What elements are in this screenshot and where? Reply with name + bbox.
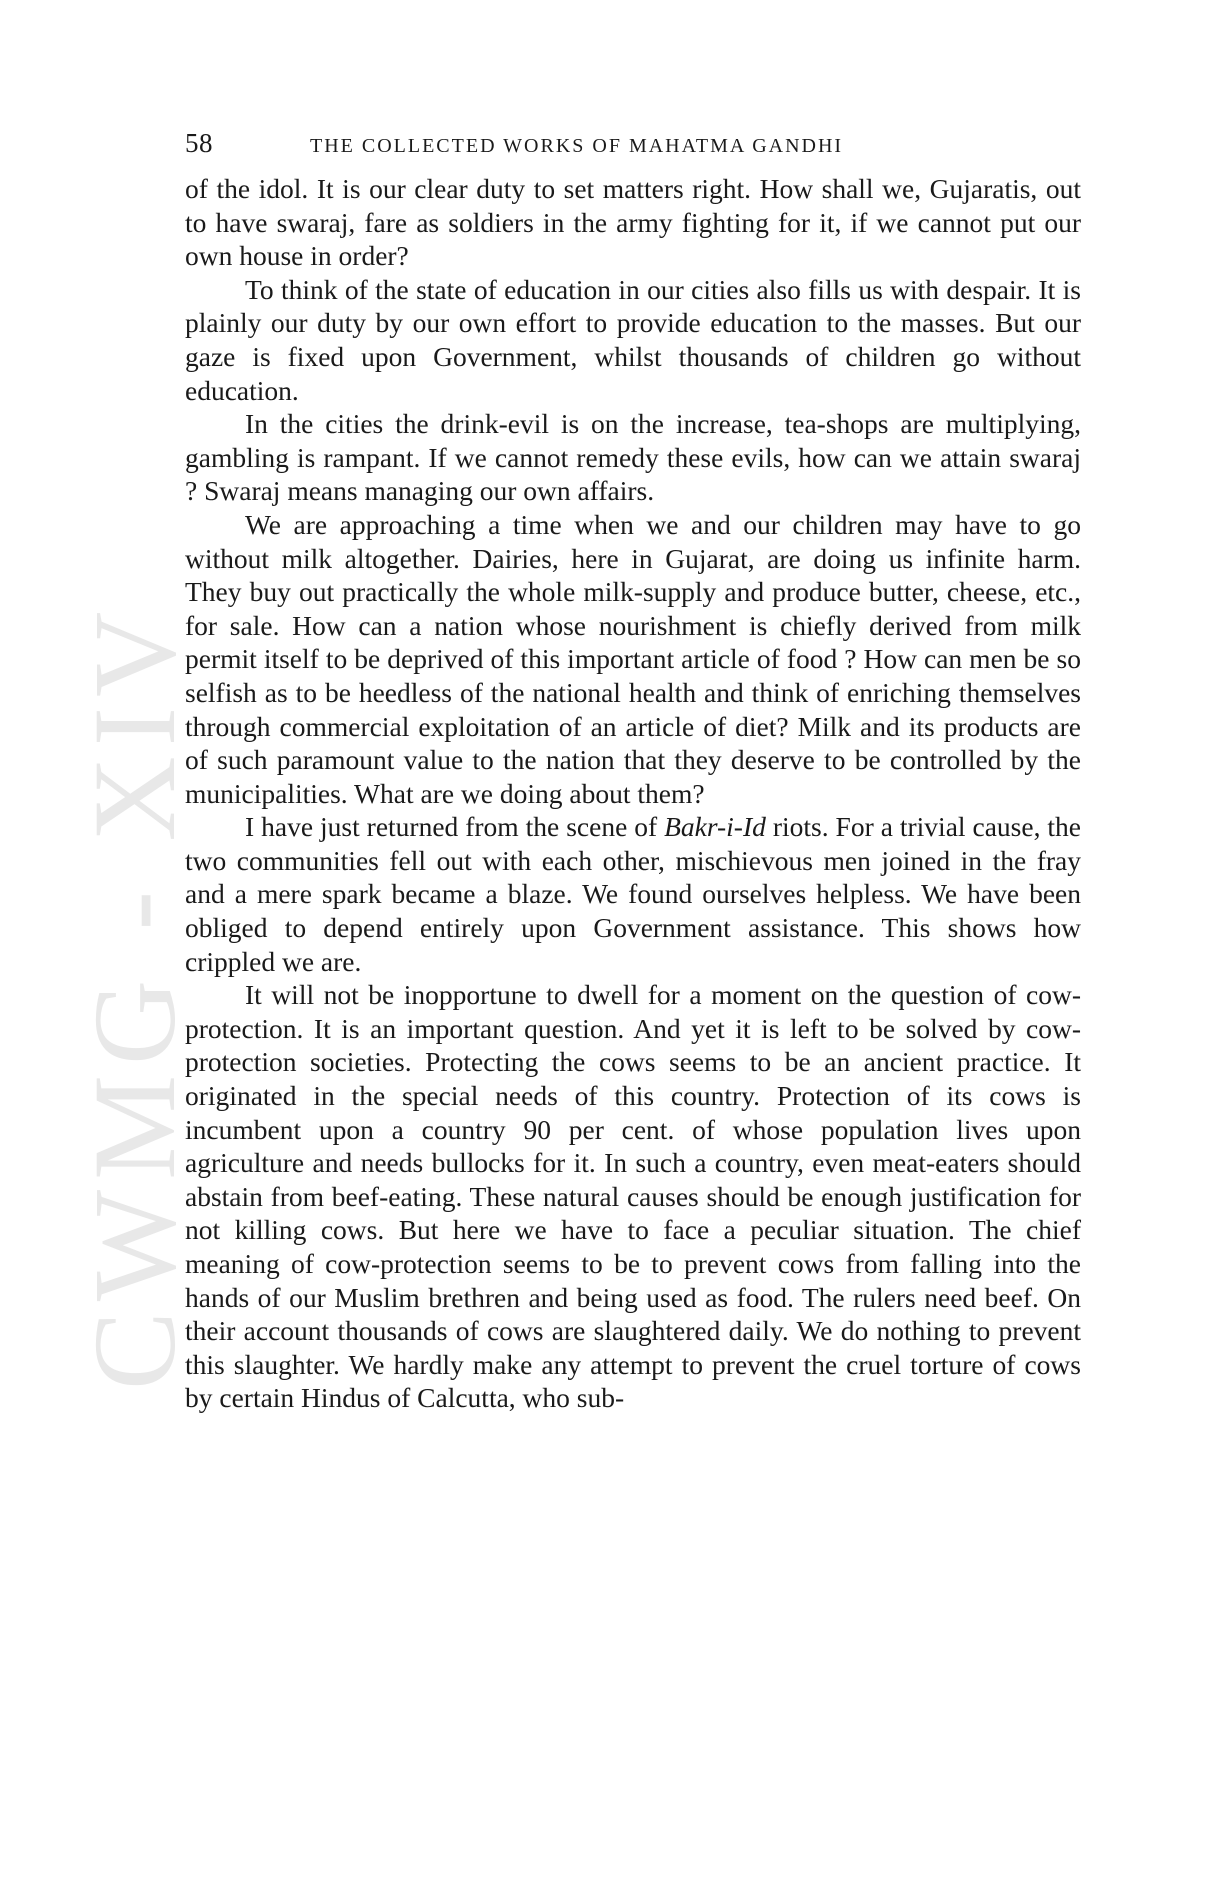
watermark-text: CWMG - XIV: [69, 601, 200, 1390]
paragraph-5: [185, 810, 1081, 978]
paragraph-4: We are approaching a time when we and our children may have to go without milk altogether. Dairies, here in Gujarat, are doing us infinite harm. They buy out practically the whole milk-supply and produce butter, cheese, etc., for sale. How can a nation whose nourishment is chiefly derived from milk permit itself to be deprived of this important article of food ? How can men be so selfish as to be heedless of the national health and think of enriching themselves through commercial exploitation of an article of diet? Milk and its products are of such paramount value to the nation that they deserve to be controlled by the municipalities. What are we doing about them?: [185, 508, 1081, 809]
body-text: [185, 172, 1081, 1415]
running-head: [185, 128, 1081, 168]
paragraph-5-before: I have just returned from the scene of: [245, 811, 665, 843]
book-title-header: THE COLLECTED WORKS OF MAHATMA GANDHI: [310, 135, 844, 157]
paragraph-1: of the idol. It is our clear duty to set matters right. How shall we, Gujaratis, out to have swaraj, fare as soldiers in the army fighting for it, if we cannot put our own house in order?: [185, 173, 1081, 272]
page-number: 58: [185, 128, 213, 158]
document-page: [185, 128, 1081, 1415]
bakr-i-id-term: Bakr-i-Id: [664, 811, 766, 843]
paragraph-3: In the cities the drink-evil is on the increase, tea-shops are multiplying, gambling is rampant. If we cannot remedy these evils, how can we attain swaraj ? Swaraj means managing our own affairs.: [185, 408, 1081, 507]
paragraph-6: It will not be inopportune to dwell for a moment on the question of cow-protection. It is an important question. And yet it is left to be solved by cow-protection societies. Protecting the cows seems to be an ancient practice. It originated in the special needs of this country. Protection of its cows is incumbent upon a country 90 per cent. of whose population lives upon agriculture and needs bullocks for it. In such a country, even meat-eaters should abstain from beef-eating. These natural causes should be enough justification for not killing cows. But here we have to face a peculiar situation. The chief meaning of cow-protection seems to be to prevent cows from falling into the hands of our Muslim brethren and being used as food. The rulers need beef. On their account thousands of cows are slaughtered daily. We do nothing to prevent this slaughter. We hardly make any attempt to prevent the cruel torture of cows by certain Hindus of Calcutta, who sub-: [185, 979, 1081, 1414]
paragraph-2: To think of the state of education in our cities also fills us with despair. It is plainly our duty by our own effort to provide education to the masses. But our gaze is fixed upon Government, whilst thousands of children go without education.: [185, 273, 1081, 406]
paragraph-5-after: riots. For a trivial cause, the two communities fell out with each other, mischievous men joined in the fray and a mere spark became a blaze. We found ourselves helpless. We have been obliged to depend entirely upon Government assistance. This shows how crippled we are.: [185, 811, 1081, 977]
